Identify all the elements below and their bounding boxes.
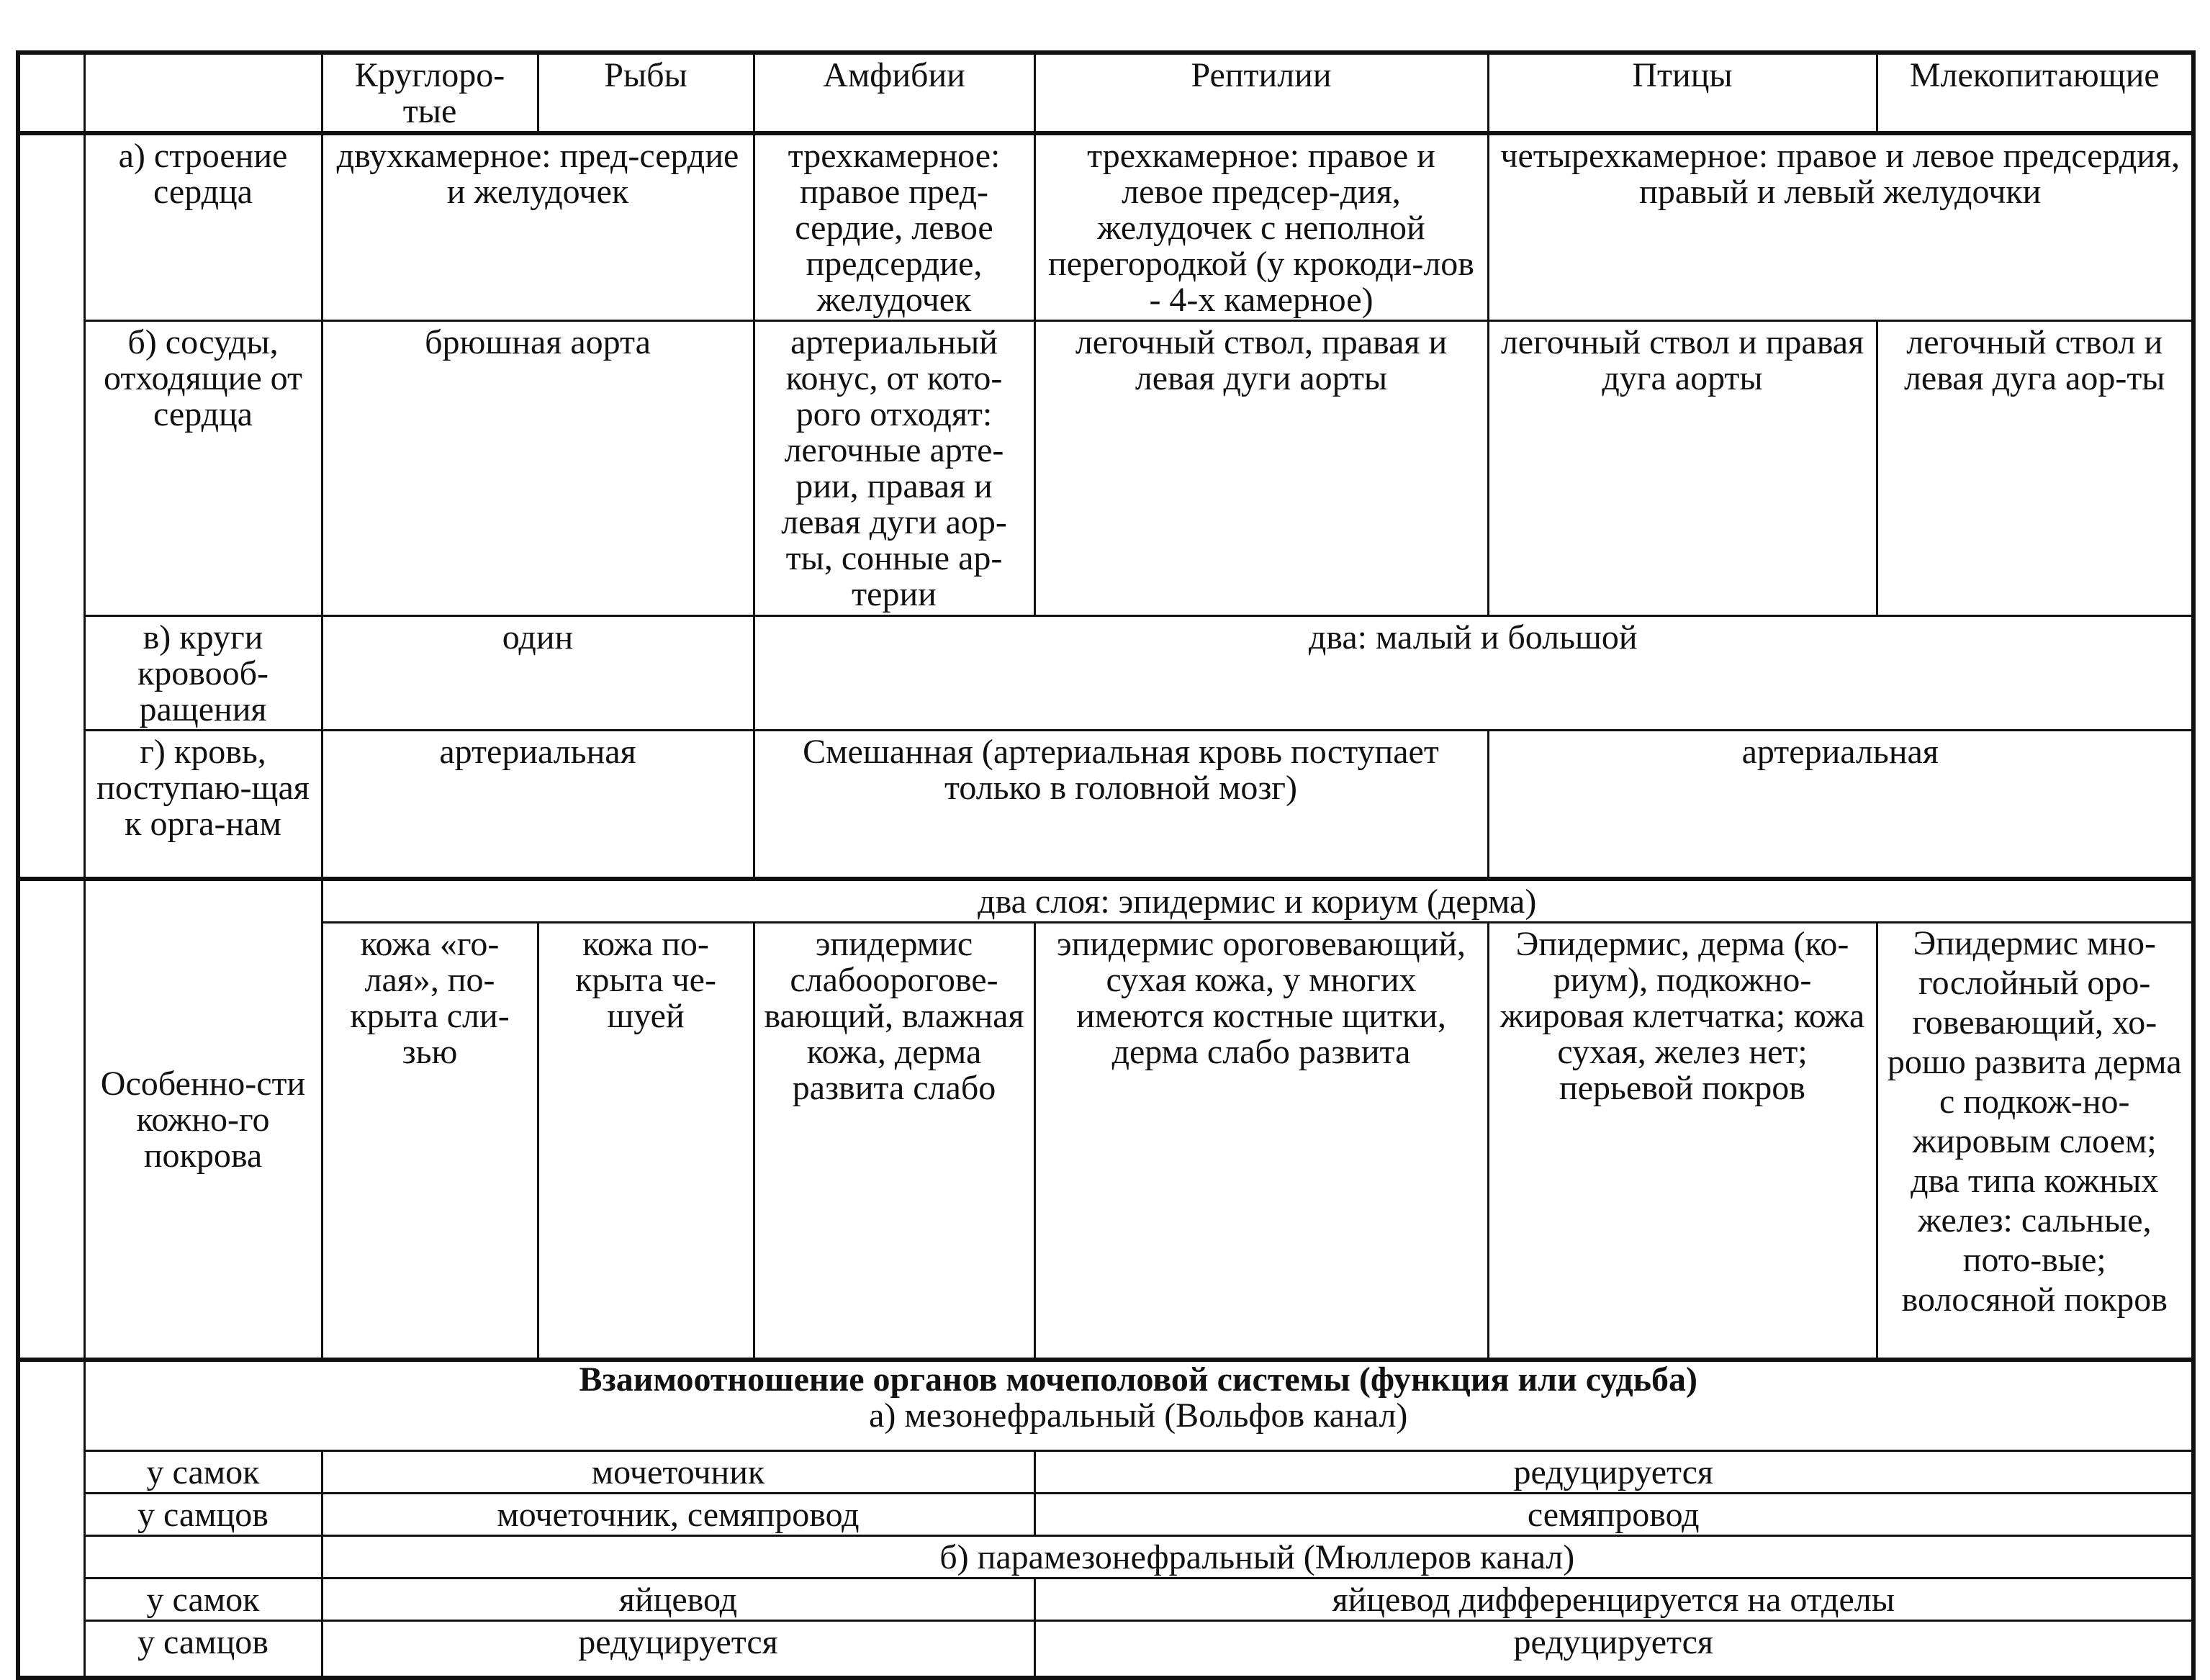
cell-skin-reptiles: эпидермис ороговевающий, сухая кожа, у многих имеются костные щитки, дерма слабо развита	[1034, 922, 1488, 1360]
row-label-heart: а) строение сердца	[84, 133, 322, 321]
row-label-females: у самок	[84, 1450, 322, 1493]
cell-skin-amphibians: эпидермис слабоорогове-вающий, влажная кожа, дерма развита слабо	[754, 922, 1034, 1360]
cell-wolff-females-high: редуцируется	[1034, 1450, 2193, 1493]
cell-blood-cyclo-fish: артериальная	[322, 731, 754, 879]
cell-heart-amphibians: трехкамерное: правое пред-сердие, левое предсердие, желудочек	[754, 133, 1034, 321]
row-label-males: у самцов	[84, 1493, 322, 1535]
row-label-blood: г) кровь, поступаю-щая к орга-нам	[84, 731, 322, 879]
section-label-circulatory	[18, 133, 84, 879]
cell-circuits-rest: два: малый и большой	[754, 616, 2193, 731]
comparative-anatomy-table	[16, 50, 2196, 1680]
row-circuits	[18, 616, 2193, 731]
col-header-fish: Рыбы	[538, 53, 754, 133]
cell-skin-fish: кожа по-крыта че-шуей	[538, 922, 754, 1360]
row-blood	[18, 731, 2193, 879]
cell-vessels-birds: легочный ствол и правая дуга аорты	[1488, 321, 1877, 616]
row-wolff-females	[18, 1450, 2193, 1493]
cell-muller-females-low: яйцевод	[322, 1578, 1034, 1620]
row-muller-males	[18, 1620, 2193, 1678]
row-paramesonephric-heading	[18, 1535, 2193, 1578]
cell-wolff-males-low: мочеточник, семяпровод	[322, 1493, 1034, 1535]
col-header-birds: Птицы	[1488, 53, 1877, 133]
row-skin-features	[18, 922, 2193, 1360]
row-skin-layers	[18, 879, 2193, 923]
cell-blood-amph-rept: Смешанная (артериальная кровь поступает только в головной мозг)	[754, 731, 1488, 879]
urogenital-title: Взаимоотношение органов мочеполовой системы (функция или судьба)	[579, 1360, 1698, 1399]
cell-heart-birds-mammals: четырехкамерное: правое и левое предсердия, правый и левый желудочки	[1488, 133, 2193, 321]
cell-skin-cyclostomes: кожа «го-лая», по-крыта сли-зью	[322, 922, 538, 1360]
header-row	[18, 53, 2193, 133]
row-urogenital-title	[18, 1360, 2193, 1450]
section-label-urogenital	[18, 1360, 84, 1678]
cell-muller-males-low: редуцируется	[322, 1620, 1034, 1678]
row-label-skin-features: Особенно-сти кожно-го покрова	[84, 879, 322, 1360]
cell-vessels-cyclo-fish: брюшная аорта	[322, 321, 754, 616]
col-header-cyclostomes: Круглоро-тые	[322, 53, 538, 133]
row-label-circuits: в) круги кровооб-ращения	[84, 616, 322, 731]
row-label-females-2: у самок	[84, 1578, 322, 1620]
section-label-integument	[18, 879, 84, 1360]
row-label-vessels: б) сосуды, отходящие от сердца	[84, 321, 322, 616]
cell-skin-layers: два слоя: эпидермис и кориум (дерма)	[322, 879, 2193, 923]
cell-wolff-males-high: семяпровод	[1034, 1493, 2193, 1535]
cell-vessels-mammals: легочный ствол и левая дуга аор-ты	[1877, 321, 2193, 616]
paramesonephric-duct-heading: б) парамезонефральный (Мюллеров канал)	[322, 1535, 2193, 1578]
row-muller-females	[18, 1578, 2193, 1620]
cell-heart-cyclo-fish: двухкамерное: пред-сердие и желудочек	[322, 133, 754, 321]
cell-urogenital-title	[84, 1360, 2193, 1450]
row-vessels	[18, 321, 2193, 616]
row-heart-structure	[18, 133, 2193, 321]
cell-blood-birds-mammals: артериальная	[1488, 731, 2193, 879]
col-header-amphibians: Амфибии	[754, 53, 1034, 133]
cell-vessels-amphibians: артериальный конус, от кото-рого отходят: легочные арте-рии, правая и левая дуги аор-ты, сонные ар-терии	[754, 321, 1034, 616]
cell-muller-males-high: редуцируется	[1034, 1620, 2193, 1678]
cell-circuits-cyclo-fish: один	[322, 616, 754, 731]
corner-cell-2	[84, 53, 322, 133]
cell-skin-birds: Эпидермис, дерма (ко-риум), подкожно-жировая клетчатка; кожа сухая, желез нет; перьевой покров	[1488, 922, 1877, 1360]
cell-muller-females-high: яйцевод дифференцируется на отделы	[1034, 1578, 2193, 1620]
empty-label-cell	[84, 1535, 322, 1578]
mesonephric-duct-heading: а) мезонефральный (Вольфов канал)	[869, 1396, 1408, 1435]
cell-vessels-reptiles: легочный ствол, правая и левая дуги аорты	[1034, 321, 1488, 616]
corner-cell	[18, 53, 84, 133]
col-header-reptiles: Рептилии	[1034, 53, 1488, 133]
cell-skin-mammals: Эпидермис мно-гослойный орo-говевающий, хо-рошо развита дерма с подкож-но-жировым слоем; два типа кожных желез: сальные, пото-вые; волосяной покров	[1877, 922, 2193, 1360]
row-label-males-2: у самцов	[84, 1620, 322, 1678]
cell-wolff-females-low: мочеточник	[322, 1450, 1034, 1493]
row-wolff-males	[18, 1493, 2193, 1535]
col-header-mammals: Млекопитающие	[1877, 53, 2193, 133]
cell-heart-reptiles: трехкамерное: правое и левое предсер-дия, желудочек с неполной перегородкой (у крокоди-лов - 4-х камерное)	[1034, 133, 1488, 321]
